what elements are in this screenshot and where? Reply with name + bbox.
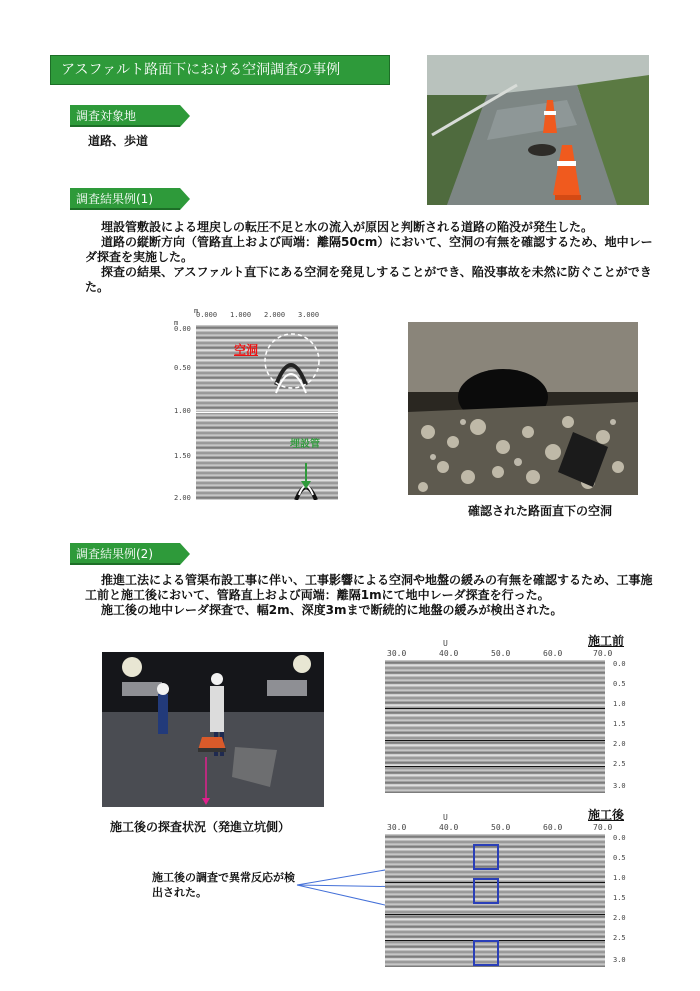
before-depth-tick: 3.0 <box>613 782 626 790</box>
before-depth-tick: 0.5 <box>613 680 626 688</box>
result2-para: 施工後の地中レーダ探査で、幅2m、深度3mまで断続的に地盤の緩みが検出された。 <box>101 603 563 617</box>
radar1-x-tick: 2.000 <box>264 311 286 319</box>
radar1-overlay <box>196 325 338 500</box>
after-x-tick: 30.0 <box>387 823 407 832</box>
anomaly-box <box>473 844 499 870</box>
radar1-y-tick: 0.00 <box>174 325 191 333</box>
before-grid-line <box>385 766 605 767</box>
cavity-photo <box>408 322 638 495</box>
before-grid-line <box>385 740 605 741</box>
after-x-tick: 50.0 <box>491 823 511 832</box>
radar-image-1 <box>168 305 338 500</box>
after-depth-tick: 2.5 <box>613 934 626 942</box>
anomaly-box <box>473 878 499 904</box>
before-depth-tick: 2.5 <box>613 760 626 768</box>
before-label: 施工前 <box>588 634 625 648</box>
before-radar-section <box>385 660 605 793</box>
before-depth-tick: 1.0 <box>613 700 626 708</box>
after-x-tick: 40.0 <box>439 823 459 832</box>
after-depth-tick: 1.0 <box>613 874 626 882</box>
after-x-tick: 70.0 <box>593 823 613 832</box>
before-x-tick: 70.0 <box>593 649 613 658</box>
road-collapse-photo <box>427 55 649 205</box>
after-depth-tick: 0.0 <box>613 834 626 842</box>
after-depth-tick: 2.0 <box>613 914 626 922</box>
anomaly-box <box>473 940 499 966</box>
before-marker: U <box>443 639 448 648</box>
survey-photo-caption: 施工後の探査状況（発進立坑側） <box>110 820 291 834</box>
result1-para: 探査の結果、アスファルト直下にある空洞を発見しすることができ、陥没事故を未然に防ぐことができた。 <box>85 265 652 294</box>
radar1-y-tick: 0.50 <box>174 364 191 372</box>
before-x-tick: 50.0 <box>491 649 511 658</box>
page-title: アスファルト路面下における空洞調査の事例 <box>50 55 390 85</box>
before-depth-tick: 0.0 <box>613 660 626 668</box>
target-section-label: 調査対象地 <box>70 105 180 127</box>
result1-para: 道路の縦断方向（管路直上および両端：離隔50cm）において、空洞の有無を確認するため、地中レーダ探査を実施した。 <box>85 235 653 264</box>
result2-body <box>85 573 660 618</box>
radar1-y-tick: 2.00 <box>174 494 191 502</box>
after-depth-tick: 1.5 <box>613 894 626 902</box>
result1-label: 調査結果例(1) <box>70 188 180 210</box>
after-label: 施工後 <box>588 808 625 822</box>
before-x-tick: 30.0 <box>387 649 407 658</box>
before-grid-line <box>385 708 605 709</box>
result1-para: 埋設管敷設による埋戻しの転圧不足と水の流入が原因と判断される道路の陥没が発生した。 <box>101 220 594 234</box>
radar1-x-unit: m <box>194 307 199 315</box>
target-section-content: 道路、歩道 <box>88 134 149 148</box>
radar1-x-tick: 3.000 <box>298 311 320 319</box>
cavity-label: 空洞 <box>234 343 259 357</box>
survey-night-photo <box>102 652 324 807</box>
radar1-y-tick: 1.00 <box>174 407 191 415</box>
pipe-label: 埋設管 <box>290 439 320 450</box>
result2-label: 調査結果例(2) <box>70 543 180 565</box>
anomaly-callout: 施工後の調査で異常反応が検出された。 <box>152 871 295 899</box>
radar1-y-tick: 1.50 <box>174 452 191 460</box>
radar1-y-unit: m <box>174 319 179 327</box>
result1-body <box>85 220 660 295</box>
before-depth-tick: 1.5 <box>613 720 626 728</box>
before-x-tick: 60.0 <box>543 649 563 658</box>
before-x-tick: 40.0 <box>439 649 459 658</box>
after-depth-tick: 0.5 <box>613 854 626 862</box>
after-depth-tick: 3.0 <box>613 956 626 964</box>
after-marker: U <box>443 813 448 822</box>
before-depth-tick: 2.0 <box>613 740 626 748</box>
after-grid-line <box>385 914 605 915</box>
radar1-x-tick: 0.000 <box>196 311 218 319</box>
radar1-x-tick: 1.000 <box>230 311 252 319</box>
result2-para: 推進工法による管渠布設工事に伴い、工事影響による空洞や地盤の緩みの有無を確認するため、工事施工前と施工後において、管路直上および両端：離隔1mにて地中レーダ探査を行った。 <box>85 573 653 602</box>
cavity-photo-caption: 確認された路面直下の空洞 <box>468 504 613 518</box>
after-x-tick: 60.0 <box>543 823 563 832</box>
